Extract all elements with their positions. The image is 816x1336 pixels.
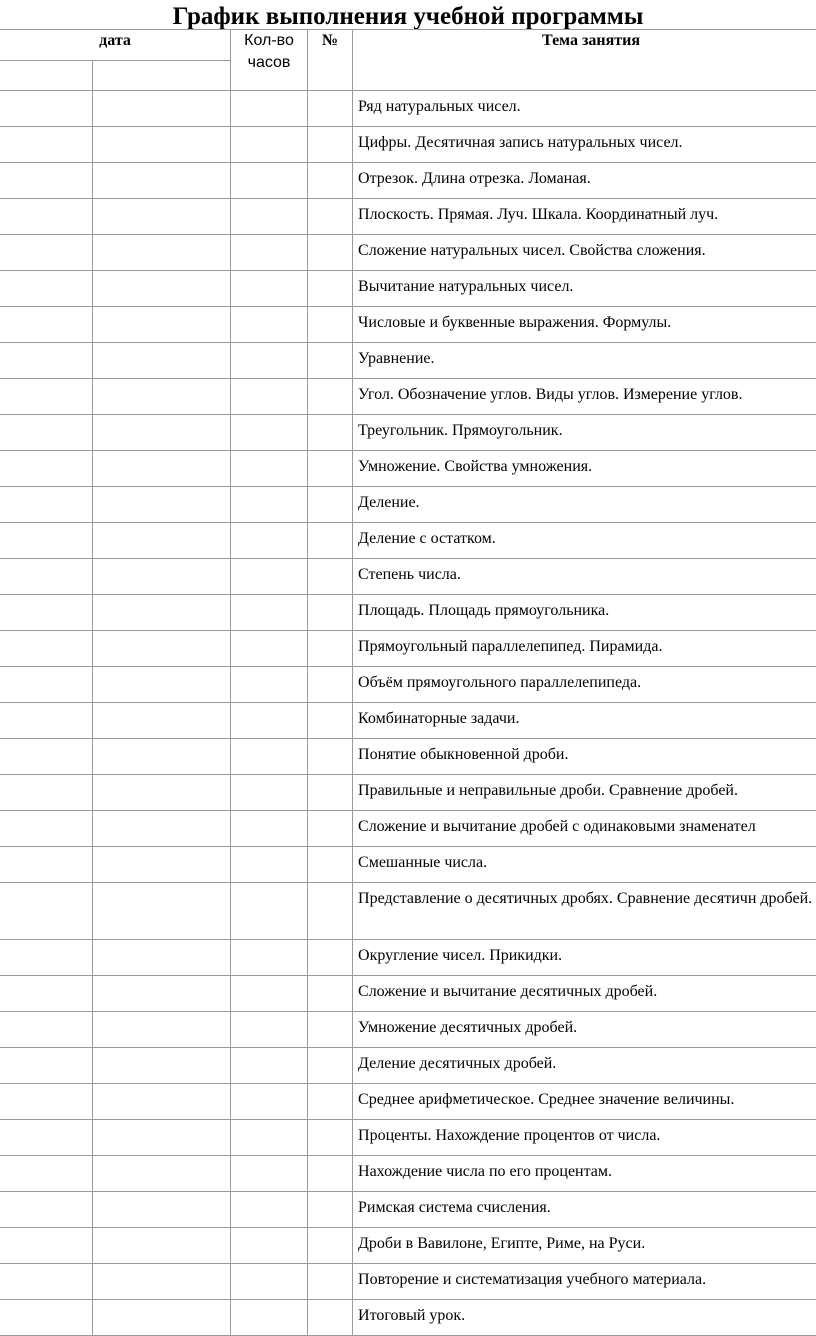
topic-cell: Смешанные числа. <box>353 847 816 883</box>
number-cell[interactable] <box>308 1228 353 1264</box>
date-actual-cell[interactable] <box>93 415 231 451</box>
hours-cell[interactable] <box>231 559 308 595</box>
topic-cell: Правильные и неправильные дроби. Сравнение дробей. <box>353 775 816 811</box>
number-cell[interactable] <box>308 199 353 235</box>
topic-cell: Комбинаторные задачи. <box>353 703 816 739</box>
hours-cell[interactable] <box>231 940 308 976</box>
number-cell[interactable] <box>308 91 353 127</box>
date-actual-cell[interactable] <box>93 1192 231 1228</box>
number-cell[interactable] <box>308 487 353 523</box>
date-planned-cell[interactable] <box>0 1156 93 1192</box>
hours-cell[interactable] <box>231 163 308 199</box>
topic-cell: Представление о десятичных дробях. Сравнение десятичн дробей. <box>353 883 816 940</box>
number-cell[interactable] <box>308 631 353 667</box>
hours-cell[interactable] <box>231 1156 308 1192</box>
number-cell[interactable] <box>308 1300 353 1336</box>
number-cell[interactable] <box>308 271 353 307</box>
date-actual-cell[interactable] <box>93 667 231 703</box>
topic-cell: Отрезок. Длина отрезка. Ломаная. <box>353 163 816 199</box>
table-row <box>0 91 816 127</box>
date-actual-cell[interactable] <box>93 343 231 379</box>
number-cell[interactable] <box>308 559 353 595</box>
header-row <box>0 30 816 61</box>
topic-header: Тема занятия <box>353 30 816 91</box>
date-actual-header <box>93 61 231 91</box>
table-row <box>0 940 816 976</box>
number-cell[interactable] <box>308 940 353 976</box>
date-actual-cell[interactable] <box>93 703 231 739</box>
date-actual-cell[interactable] <box>93 1048 231 1084</box>
date-planned-cell[interactable] <box>0 703 93 739</box>
date-planned-cell[interactable] <box>0 379 93 415</box>
table-row <box>0 523 816 559</box>
schedule-table <box>0 29 816 1336</box>
date-planned-cell[interactable] <box>0 883 93 940</box>
table-row <box>0 271 816 307</box>
table-row <box>0 235 816 271</box>
date-actual-cell[interactable] <box>93 235 231 271</box>
date-planned-cell[interactable] <box>0 1012 93 1048</box>
table-row <box>0 667 816 703</box>
table-row <box>0 199 816 235</box>
date-actual-cell[interactable] <box>93 631 231 667</box>
date-planned-cell[interactable] <box>0 559 93 595</box>
table-row <box>0 163 816 199</box>
hours-cell[interactable] <box>231 811 308 847</box>
hours-cell[interactable] <box>231 1192 308 1228</box>
table-row <box>0 1192 816 1228</box>
number-cell[interactable] <box>308 127 353 163</box>
date-actual-cell[interactable] <box>93 199 231 235</box>
table-row <box>0 775 816 811</box>
date-planned-cell[interactable] <box>0 451 93 487</box>
date-planned-cell[interactable] <box>0 1228 93 1264</box>
topic-cell: Площадь. Площадь прямоугольника. <box>353 595 816 631</box>
date-actual-cell[interactable] <box>93 559 231 595</box>
date-planned-cell[interactable] <box>0 940 93 976</box>
hours-cell[interactable] <box>231 976 308 1012</box>
date-planned-cell[interactable] <box>0 1084 93 1120</box>
hours-cell[interactable] <box>231 199 308 235</box>
topic-cell: Деление десятичных дробей. <box>353 1048 816 1084</box>
topic-cell: Треугольник. Прямоугольник. <box>353 415 816 451</box>
date-planned-cell[interactable] <box>0 667 93 703</box>
date-actual-cell[interactable] <box>93 739 231 775</box>
table-row <box>0 739 816 775</box>
number-cell[interactable] <box>308 595 353 631</box>
date-actual-cell[interactable] <box>93 1156 231 1192</box>
table-row <box>0 1012 816 1048</box>
date-planned-cell[interactable] <box>0 1192 93 1228</box>
date-planned-cell[interactable] <box>0 1300 93 1336</box>
hours-cell[interactable] <box>231 667 308 703</box>
date-planned-cell[interactable] <box>0 976 93 1012</box>
table-row <box>0 976 816 1012</box>
topic-cell: Уравнение. <box>353 343 816 379</box>
hours-cell[interactable] <box>231 1300 308 1336</box>
date-planned-cell[interactable] <box>0 343 93 379</box>
table-row <box>0 1120 816 1156</box>
topic-cell: Сложение и вычитание десятичных дробей. <box>353 976 816 1012</box>
date-planned-cell[interactable] <box>0 739 93 775</box>
hours-cell[interactable] <box>231 379 308 415</box>
hours-cell[interactable] <box>231 631 308 667</box>
topic-cell: Объём прямоугольного параллелепипеда. <box>353 667 816 703</box>
topic-cell: Нахождение числа по его процентам. <box>353 1156 816 1192</box>
date-actual-cell[interactable] <box>93 775 231 811</box>
topic-cell: Проценты. Нахождение процентов от числа. <box>353 1120 816 1156</box>
table-row <box>0 451 816 487</box>
number-cell[interactable] <box>308 1156 353 1192</box>
hours-cell[interactable] <box>231 847 308 883</box>
date-actual-cell[interactable] <box>93 595 231 631</box>
date-actual-cell[interactable] <box>93 91 231 127</box>
date-actual-cell[interactable] <box>93 523 231 559</box>
date-actual-cell[interactable] <box>93 379 231 415</box>
topic-cell: Понятие обыкновенной дроби. <box>353 739 816 775</box>
number-cell[interactable] <box>308 307 353 343</box>
date-header: дата <box>0 30 231 61</box>
number-header: № <box>308 30 353 91</box>
number-cell[interactable] <box>308 667 353 703</box>
number-cell[interactable] <box>308 739 353 775</box>
date-planned-cell[interactable] <box>0 595 93 631</box>
number-cell[interactable] <box>308 235 353 271</box>
date-planned-cell[interactable] <box>0 811 93 847</box>
hours-cell[interactable] <box>231 1012 308 1048</box>
table-row <box>0 343 816 379</box>
number-cell[interactable] <box>308 1084 353 1120</box>
table-row <box>0 1228 816 1264</box>
table-row <box>0 415 816 451</box>
hours-cell[interactable] <box>231 235 308 271</box>
date-planned-cell[interactable] <box>0 235 93 271</box>
date-actual-cell[interactable] <box>93 1120 231 1156</box>
hours-cell[interactable] <box>231 1228 308 1264</box>
date-actual-cell[interactable] <box>93 127 231 163</box>
topic-cell: Умножение. Свойства умножения. <box>353 451 816 487</box>
date-planned-cell[interactable] <box>0 1264 93 1300</box>
hours-cell[interactable] <box>231 307 308 343</box>
hours-cell[interactable] <box>231 523 308 559</box>
date-actual-cell[interactable] <box>93 163 231 199</box>
date-actual-cell[interactable] <box>93 307 231 343</box>
hours-cell[interactable] <box>231 739 308 775</box>
hours-cell[interactable] <box>231 343 308 379</box>
date-actual-cell[interactable] <box>93 883 231 940</box>
number-cell[interactable] <box>308 1048 353 1084</box>
date-actual-cell[interactable] <box>93 1264 231 1300</box>
date-planned-header <box>0 61 93 91</box>
date-actual-cell[interactable] <box>93 1300 231 1336</box>
hours-cell[interactable] <box>231 91 308 127</box>
table-row <box>0 559 816 595</box>
number-cell[interactable] <box>308 415 353 451</box>
number-cell[interactable] <box>308 343 353 379</box>
table-row <box>0 595 816 631</box>
table-row <box>0 811 816 847</box>
topic-cell: Дроби в Вавилоне, Египте, Риме, на Руси. <box>353 1228 816 1264</box>
number-cell[interactable] <box>308 1012 353 1048</box>
number-cell[interactable] <box>308 775 353 811</box>
date-planned-cell[interactable] <box>0 523 93 559</box>
number-cell[interactable] <box>308 1120 353 1156</box>
number-cell[interactable] <box>308 847 353 883</box>
number-cell[interactable] <box>308 703 353 739</box>
table-row <box>0 883 816 940</box>
hours-cell[interactable] <box>231 271 308 307</box>
number-cell[interactable] <box>308 976 353 1012</box>
date-actual-cell[interactable] <box>93 271 231 307</box>
date-planned-cell[interactable] <box>0 127 93 163</box>
date-planned-cell[interactable] <box>0 91 93 127</box>
date-actual-cell[interactable] <box>93 811 231 847</box>
date-planned-cell[interactable] <box>0 307 93 343</box>
topic-cell: Умножение десятичных дробей. <box>353 1012 816 1048</box>
topic-cell: Вычитание натуральных чисел. <box>353 271 816 307</box>
hours-cell[interactable] <box>231 451 308 487</box>
table-row <box>0 1264 816 1300</box>
topic-cell: Цифры. Десятичная запись натуральных чисел. <box>353 127 816 163</box>
date-planned-cell[interactable] <box>0 631 93 667</box>
hours-cell[interactable] <box>231 703 308 739</box>
date-actual-cell[interactable] <box>93 1084 231 1120</box>
topic-cell: Угол. Обозначение углов. Виды углов. Измерение углов. <box>353 379 816 415</box>
topic-cell: Числовые и буквенные выражения. Формулы. <box>353 307 816 343</box>
date-actual-cell[interactable] <box>93 1228 231 1264</box>
date-planned-cell[interactable] <box>0 271 93 307</box>
date-actual-cell[interactable] <box>93 940 231 976</box>
topic-cell: Повторение и систематизация учебного материала. <box>353 1264 816 1300</box>
table-row <box>0 1300 816 1336</box>
date-planned-cell[interactable] <box>0 1048 93 1084</box>
hours-cell[interactable] <box>231 127 308 163</box>
topic-cell: Плоскость. Прямая. Луч. Шкала. Координатный луч. <box>353 199 816 235</box>
table-row <box>0 379 816 415</box>
date-planned-cell[interactable] <box>0 487 93 523</box>
date-planned-cell[interactable] <box>0 1120 93 1156</box>
hours-cell[interactable] <box>231 415 308 451</box>
number-cell[interactable] <box>308 883 353 940</box>
topic-cell: Итоговый урок. <box>353 1300 816 1336</box>
table-row <box>0 703 816 739</box>
schedule-body <box>0 91 816 1336</box>
table-row <box>0 307 816 343</box>
table-row <box>0 1048 816 1084</box>
table-row <box>0 1084 816 1120</box>
number-cell[interactable] <box>308 163 353 199</box>
topic-cell: Римская система счисления. <box>353 1192 816 1228</box>
hours-cell[interactable] <box>231 487 308 523</box>
date-actual-cell[interactable] <box>93 847 231 883</box>
topic-cell: Ряд натуральных чисел. <box>353 91 816 127</box>
number-cell[interactable] <box>308 811 353 847</box>
hours-cell[interactable] <box>231 1048 308 1084</box>
date-planned-cell[interactable] <box>0 775 93 811</box>
table-row <box>0 127 816 163</box>
topic-cell: Среднее арифметическое. Среднее значение величины. <box>353 1084 816 1120</box>
hours-header: Кол-во часов <box>231 30 308 91</box>
table-row <box>0 487 816 523</box>
date-planned-cell[interactable] <box>0 847 93 883</box>
hours-cell[interactable] <box>231 1120 308 1156</box>
number-cell[interactable] <box>308 379 353 415</box>
topic-cell: Сложение и вычитание дробей с одинаковыми знаменател <box>353 811 816 847</box>
topic-cell: Прямоугольный параллелепипед. Пирамида. <box>353 631 816 667</box>
number-cell[interactable] <box>308 451 353 487</box>
page-title: График выполнения учебной программы <box>172 3 644 30</box>
number-cell[interactable] <box>308 1192 353 1228</box>
topic-cell: Деление с остатком. <box>353 523 816 559</box>
hours-cell[interactable] <box>231 595 308 631</box>
number-cell[interactable] <box>308 1264 353 1300</box>
date-actual-cell[interactable] <box>93 1012 231 1048</box>
date-actual-cell[interactable] <box>93 487 231 523</box>
topic-cell: Степень числа. <box>353 559 816 595</box>
hours-cell[interactable] <box>231 1264 308 1300</box>
table-row <box>0 847 816 883</box>
number-cell[interactable] <box>308 523 353 559</box>
date-actual-cell[interactable] <box>93 451 231 487</box>
hours-cell[interactable] <box>231 1084 308 1120</box>
date-planned-cell[interactable] <box>0 415 93 451</box>
hours-cell[interactable] <box>231 775 308 811</box>
table-row <box>0 1156 816 1192</box>
date-planned-cell[interactable] <box>0 199 93 235</box>
topic-cell: Сложение натуральных чисел. Свойства сложения. <box>353 235 816 271</box>
topic-cell: Деление. <box>353 487 816 523</box>
topic-cell: Округление чисел. Прикидки. <box>353 940 816 976</box>
hours-cell[interactable] <box>231 883 308 940</box>
date-planned-cell[interactable] <box>0 163 93 199</box>
table-row <box>0 631 816 667</box>
date-actual-cell[interactable] <box>93 976 231 1012</box>
